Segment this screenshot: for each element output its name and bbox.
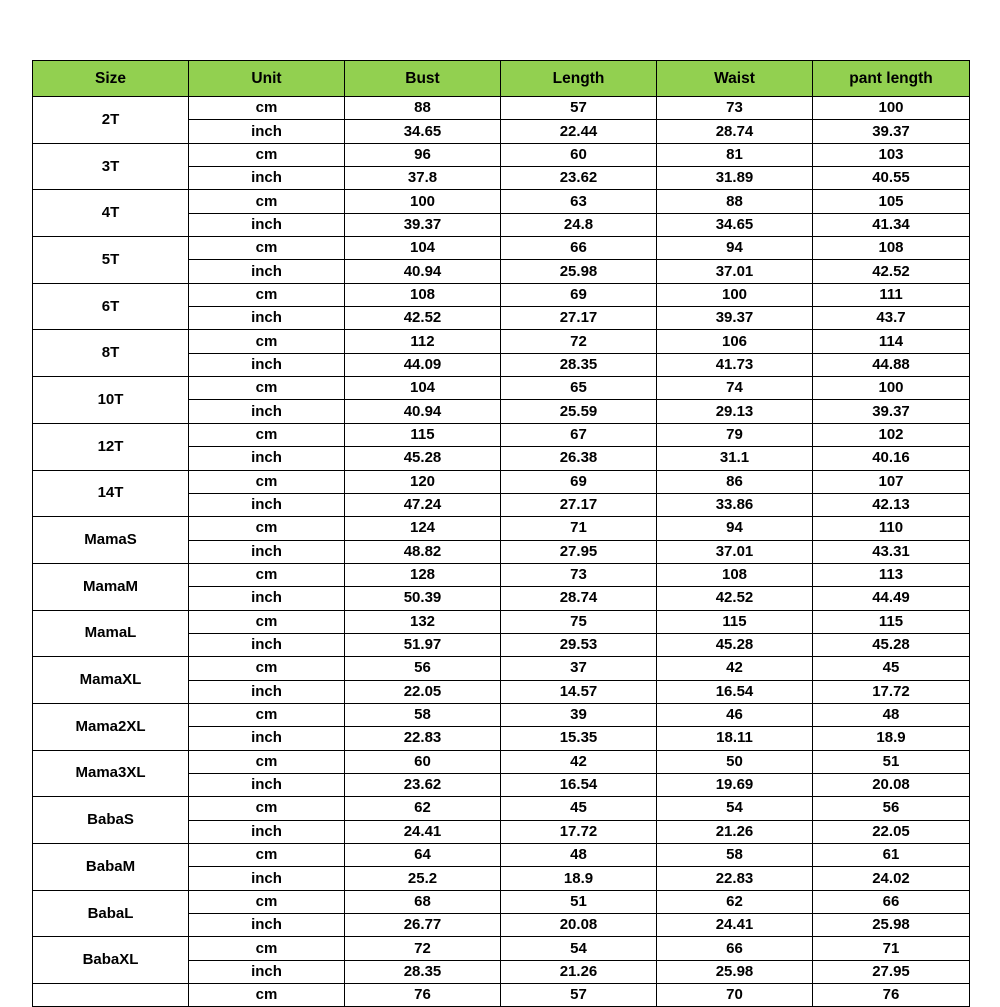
pant-length-cell: 40.55 bbox=[813, 167, 970, 190]
size-cell: 2T bbox=[33, 97, 189, 144]
waist-cell: 94 bbox=[657, 237, 813, 260]
bust-cell: 47.24 bbox=[345, 493, 501, 516]
table-row bbox=[33, 283, 970, 306]
waist-cell: 34.65 bbox=[657, 213, 813, 236]
table-body bbox=[33, 97, 970, 1007]
pant-length-cell: 42.52 bbox=[813, 260, 970, 283]
size-cell: BabaM bbox=[33, 844, 189, 891]
unit-cell: inch bbox=[189, 540, 345, 563]
pant-length-cell: 20.08 bbox=[813, 773, 970, 796]
length-cell: 37 bbox=[501, 657, 657, 680]
length-cell: 69 bbox=[501, 283, 657, 306]
pant-length-cell: 111 bbox=[813, 283, 970, 306]
table-row bbox=[33, 844, 970, 867]
waist-cell: 86 bbox=[657, 470, 813, 493]
length-cell: 71 bbox=[501, 517, 657, 540]
waist-cell: 37.01 bbox=[657, 260, 813, 283]
bust-cell: 26.77 bbox=[345, 914, 501, 937]
waist-cell: 25.98 bbox=[657, 960, 813, 983]
table-row bbox=[33, 470, 970, 493]
bust-cell: 39.37 bbox=[345, 213, 501, 236]
unit-cell: inch bbox=[189, 587, 345, 610]
waist-cell: 45.28 bbox=[657, 633, 813, 656]
waist-cell: 41.73 bbox=[657, 353, 813, 376]
length-cell: 16.54 bbox=[501, 773, 657, 796]
size-cell: 14T bbox=[33, 470, 189, 517]
unit-cell: cm bbox=[189, 97, 345, 120]
pant-length-cell: 44.88 bbox=[813, 353, 970, 376]
length-cell: 25.59 bbox=[501, 400, 657, 423]
length-cell: 67 bbox=[501, 423, 657, 446]
bust-cell: 51.97 bbox=[345, 633, 501, 656]
unit-cell: inch bbox=[189, 727, 345, 750]
waist-cell: 42.52 bbox=[657, 587, 813, 610]
waist-cell: 33.86 bbox=[657, 493, 813, 516]
pant-length-cell: 56 bbox=[813, 797, 970, 820]
bust-cell: 40.94 bbox=[345, 260, 501, 283]
pant-length-cell: 66 bbox=[813, 890, 970, 913]
length-cell: 27.95 bbox=[501, 540, 657, 563]
bust-cell: 22.05 bbox=[345, 680, 501, 703]
unit-cell: inch bbox=[189, 493, 345, 516]
waist-cell: 94 bbox=[657, 517, 813, 540]
table-row bbox=[33, 703, 970, 726]
pant-length-cell: 103 bbox=[813, 143, 970, 166]
bust-cell: 25.2 bbox=[345, 867, 501, 890]
unit-cell: cm bbox=[189, 703, 345, 726]
table-row bbox=[33, 563, 970, 586]
header-row bbox=[33, 61, 970, 97]
bust-cell: 100 bbox=[345, 190, 501, 213]
length-cell: 48 bbox=[501, 844, 657, 867]
header-waist: Waist bbox=[657, 61, 813, 97]
pant-length-cell: 100 bbox=[813, 377, 970, 400]
size-cell: 5T bbox=[33, 237, 189, 284]
size-cell: 10T bbox=[33, 377, 189, 424]
size-chart-table bbox=[32, 60, 970, 1007]
table-row bbox=[33, 97, 970, 120]
table-row bbox=[33, 937, 970, 960]
unit-cell: inch bbox=[189, 213, 345, 236]
unit-cell: cm bbox=[189, 937, 345, 960]
pant-length-cell: 115 bbox=[813, 610, 970, 633]
waist-cell: 73 bbox=[657, 97, 813, 120]
waist-cell: 50 bbox=[657, 750, 813, 773]
size-cell: 3T bbox=[33, 143, 189, 190]
bust-cell: 34.65 bbox=[345, 120, 501, 143]
bust-cell: 24.41 bbox=[345, 820, 501, 843]
pant-length-cell: 24.02 bbox=[813, 867, 970, 890]
length-cell: 65 bbox=[501, 377, 657, 400]
length-cell: 23.62 bbox=[501, 167, 657, 190]
length-cell: 27.17 bbox=[501, 493, 657, 516]
table-row bbox=[33, 423, 970, 446]
table-row bbox=[33, 610, 970, 633]
table-row bbox=[33, 750, 970, 773]
unit-cell: inch bbox=[189, 820, 345, 843]
waist-cell: 115 bbox=[657, 610, 813, 633]
pant-length-cell: 61 bbox=[813, 844, 970, 867]
length-cell: 45 bbox=[501, 797, 657, 820]
unit-cell: cm bbox=[189, 330, 345, 353]
unit-cell: inch bbox=[189, 400, 345, 423]
pant-length-cell: 107 bbox=[813, 470, 970, 493]
pant-length-cell: 25.98 bbox=[813, 914, 970, 937]
bust-cell: 40.94 bbox=[345, 400, 501, 423]
waist-cell: 16.54 bbox=[657, 680, 813, 703]
table-row bbox=[33, 657, 970, 680]
pant-length-cell: 108 bbox=[813, 237, 970, 260]
table-row bbox=[33, 377, 970, 400]
pant-length-cell: 44.49 bbox=[813, 587, 970, 610]
length-cell: 69 bbox=[501, 470, 657, 493]
length-cell: 60 bbox=[501, 143, 657, 166]
bust-cell: 64 bbox=[345, 844, 501, 867]
waist-cell: 29.13 bbox=[657, 400, 813, 423]
unit-cell: cm bbox=[189, 844, 345, 867]
table-row bbox=[33, 797, 970, 820]
waist-cell: 18.11 bbox=[657, 727, 813, 750]
size-cell: 6T bbox=[33, 283, 189, 330]
table-row bbox=[33, 517, 970, 540]
bust-cell: 60 bbox=[345, 750, 501, 773]
unit-cell: inch bbox=[189, 633, 345, 656]
size-cell: 8T bbox=[33, 330, 189, 377]
pant-length-cell: 43.7 bbox=[813, 307, 970, 330]
bust-cell: 56 bbox=[345, 657, 501, 680]
length-cell: 63 bbox=[501, 190, 657, 213]
bust-cell: 48.82 bbox=[345, 540, 501, 563]
waist-cell: 24.41 bbox=[657, 914, 813, 937]
pant-length-cell: 110 bbox=[813, 517, 970, 540]
waist-cell: 31.89 bbox=[657, 167, 813, 190]
pant-length-cell: 45 bbox=[813, 657, 970, 680]
pant-length-cell: 114 bbox=[813, 330, 970, 353]
unit-cell: cm bbox=[189, 890, 345, 913]
pant-length-cell: 102 bbox=[813, 423, 970, 446]
pant-length-cell: 17.72 bbox=[813, 680, 970, 703]
length-cell: 14.57 bbox=[501, 680, 657, 703]
length-cell: 51 bbox=[501, 890, 657, 913]
pant-length-cell: 51 bbox=[813, 750, 970, 773]
unit-cell: inch bbox=[189, 914, 345, 937]
waist-cell: 58 bbox=[657, 844, 813, 867]
pant-length-cell: 48 bbox=[813, 703, 970, 726]
pant-length-cell: 22.05 bbox=[813, 820, 970, 843]
bust-cell: 72 bbox=[345, 937, 501, 960]
unit-cell: inch bbox=[189, 260, 345, 283]
waist-cell: 54 bbox=[657, 797, 813, 820]
header-size: Size bbox=[33, 61, 189, 97]
waist-cell: 100 bbox=[657, 283, 813, 306]
unit-cell: cm bbox=[189, 984, 345, 1007]
unit-cell: inch bbox=[189, 867, 345, 890]
length-cell: 29.53 bbox=[501, 633, 657, 656]
length-cell: 28.35 bbox=[501, 353, 657, 376]
waist-cell: 19.69 bbox=[657, 773, 813, 796]
unit-cell: inch bbox=[189, 120, 345, 143]
pant-length-cell: 43.31 bbox=[813, 540, 970, 563]
bust-cell: 132 bbox=[345, 610, 501, 633]
waist-cell: 108 bbox=[657, 563, 813, 586]
waist-cell: 74 bbox=[657, 377, 813, 400]
size-cell: MamaL bbox=[33, 610, 189, 657]
length-cell: 15.35 bbox=[501, 727, 657, 750]
unit-cell: cm bbox=[189, 517, 345, 540]
size-cell: BabaS bbox=[33, 797, 189, 844]
unit-cell: cm bbox=[189, 143, 345, 166]
length-cell: 21.26 bbox=[501, 960, 657, 983]
length-cell: 75 bbox=[501, 610, 657, 633]
unit-cell: cm bbox=[189, 423, 345, 446]
length-cell: 73 bbox=[501, 563, 657, 586]
bust-cell: 45.28 bbox=[345, 447, 501, 470]
waist-cell: 21.26 bbox=[657, 820, 813, 843]
unit-cell: cm bbox=[189, 377, 345, 400]
length-cell: 26.38 bbox=[501, 447, 657, 470]
unit-cell: inch bbox=[189, 773, 345, 796]
size-cell: MamaM bbox=[33, 563, 189, 610]
bust-cell: 62 bbox=[345, 797, 501, 820]
unit-cell: cm bbox=[189, 470, 345, 493]
size-cell: 4T bbox=[33, 190, 189, 237]
waist-cell: 62 bbox=[657, 890, 813, 913]
pant-length-cell: 41.34 bbox=[813, 213, 970, 236]
bust-cell: 128 bbox=[345, 563, 501, 586]
table-row bbox=[33, 143, 970, 166]
unit-cell: cm bbox=[189, 283, 345, 306]
waist-cell: 79 bbox=[657, 423, 813, 446]
length-cell: 54 bbox=[501, 937, 657, 960]
unit-cell: cm bbox=[189, 190, 345, 213]
waist-cell: 39.37 bbox=[657, 307, 813, 330]
bust-cell: 44.09 bbox=[345, 353, 501, 376]
header-length: Length bbox=[501, 61, 657, 97]
bust-cell: 22.83 bbox=[345, 727, 501, 750]
size-cell: Mama3XL bbox=[33, 750, 189, 797]
unit-cell: cm bbox=[189, 610, 345, 633]
unit-cell: inch bbox=[189, 960, 345, 983]
unit-cell: cm bbox=[189, 797, 345, 820]
table-row bbox=[33, 330, 970, 353]
length-cell: 28.74 bbox=[501, 587, 657, 610]
length-cell: 39 bbox=[501, 703, 657, 726]
bust-cell: 104 bbox=[345, 377, 501, 400]
header-unit: Unit bbox=[189, 61, 345, 97]
unit-cell: cm bbox=[189, 563, 345, 586]
length-cell: 27.17 bbox=[501, 307, 657, 330]
bust-cell: 50.39 bbox=[345, 587, 501, 610]
size-cell: MamaXL bbox=[33, 657, 189, 704]
unit-cell: inch bbox=[189, 447, 345, 470]
bust-cell: 112 bbox=[345, 330, 501, 353]
header-pant-length: pant length bbox=[813, 61, 970, 97]
bust-cell: 68 bbox=[345, 890, 501, 913]
table-row bbox=[33, 190, 970, 213]
unit-cell: inch bbox=[189, 680, 345, 703]
bust-cell: 124 bbox=[345, 517, 501, 540]
waist-cell: 28.74 bbox=[657, 120, 813, 143]
waist-cell: 81 bbox=[657, 143, 813, 166]
pant-length-cell: 45.28 bbox=[813, 633, 970, 656]
pant-length-cell: 27.95 bbox=[813, 960, 970, 983]
size-cell: Mama2XL bbox=[33, 703, 189, 750]
pant-length-cell: 40.16 bbox=[813, 447, 970, 470]
length-cell: 18.9 bbox=[501, 867, 657, 890]
unit-cell: cm bbox=[189, 657, 345, 680]
bust-cell: 23.62 bbox=[345, 773, 501, 796]
pant-length-cell: 39.37 bbox=[813, 400, 970, 423]
length-cell: 17.72 bbox=[501, 820, 657, 843]
length-cell: 57 bbox=[501, 984, 657, 1007]
size-cell: BabaL bbox=[33, 890, 189, 937]
unit-cell: inch bbox=[189, 167, 345, 190]
size-cell bbox=[33, 984, 189, 1007]
waist-cell: 46 bbox=[657, 703, 813, 726]
waist-cell: 66 bbox=[657, 937, 813, 960]
waist-cell: 88 bbox=[657, 190, 813, 213]
length-cell: 25.98 bbox=[501, 260, 657, 283]
waist-cell: 70 bbox=[657, 984, 813, 1007]
size-cell: MamaS bbox=[33, 517, 189, 564]
length-cell: 24.8 bbox=[501, 213, 657, 236]
unit-cell: inch bbox=[189, 307, 345, 330]
length-cell: 42 bbox=[501, 750, 657, 773]
pant-length-cell: 100 bbox=[813, 97, 970, 120]
table-row bbox=[33, 984, 970, 1007]
bust-cell: 96 bbox=[345, 143, 501, 166]
header-bust: Bust bbox=[345, 61, 501, 97]
unit-cell: cm bbox=[189, 237, 345, 260]
unit-cell: cm bbox=[189, 750, 345, 773]
bust-cell: 37.8 bbox=[345, 167, 501, 190]
waist-cell: 37.01 bbox=[657, 540, 813, 563]
length-cell: 57 bbox=[501, 97, 657, 120]
size-cell: 12T bbox=[33, 423, 189, 470]
pant-length-cell: 42.13 bbox=[813, 493, 970, 516]
length-cell: 22.44 bbox=[501, 120, 657, 143]
bust-cell: 88 bbox=[345, 97, 501, 120]
bust-cell: 76 bbox=[345, 984, 501, 1007]
length-cell: 20.08 bbox=[501, 914, 657, 937]
waist-cell: 31.1 bbox=[657, 447, 813, 470]
waist-cell: 106 bbox=[657, 330, 813, 353]
pant-length-cell: 113 bbox=[813, 563, 970, 586]
waist-cell: 42 bbox=[657, 657, 813, 680]
pant-length-cell: 105 bbox=[813, 190, 970, 213]
bust-cell: 115 bbox=[345, 423, 501, 446]
pant-length-cell: 39.37 bbox=[813, 120, 970, 143]
pant-length-cell: 71 bbox=[813, 937, 970, 960]
bust-cell: 58 bbox=[345, 703, 501, 726]
waist-cell: 22.83 bbox=[657, 867, 813, 890]
length-cell: 72 bbox=[501, 330, 657, 353]
pant-length-cell: 18.9 bbox=[813, 727, 970, 750]
bust-cell: 120 bbox=[345, 470, 501, 493]
bust-cell: 108 bbox=[345, 283, 501, 306]
bust-cell: 42.52 bbox=[345, 307, 501, 330]
table-row bbox=[33, 890, 970, 913]
pant-length-cell: 76 bbox=[813, 984, 970, 1007]
length-cell: 66 bbox=[501, 237, 657, 260]
unit-cell: inch bbox=[189, 353, 345, 376]
bust-cell: 104 bbox=[345, 237, 501, 260]
table-row bbox=[33, 237, 970, 260]
size-cell: BabaXL bbox=[33, 937, 189, 984]
bust-cell: 28.35 bbox=[345, 960, 501, 983]
